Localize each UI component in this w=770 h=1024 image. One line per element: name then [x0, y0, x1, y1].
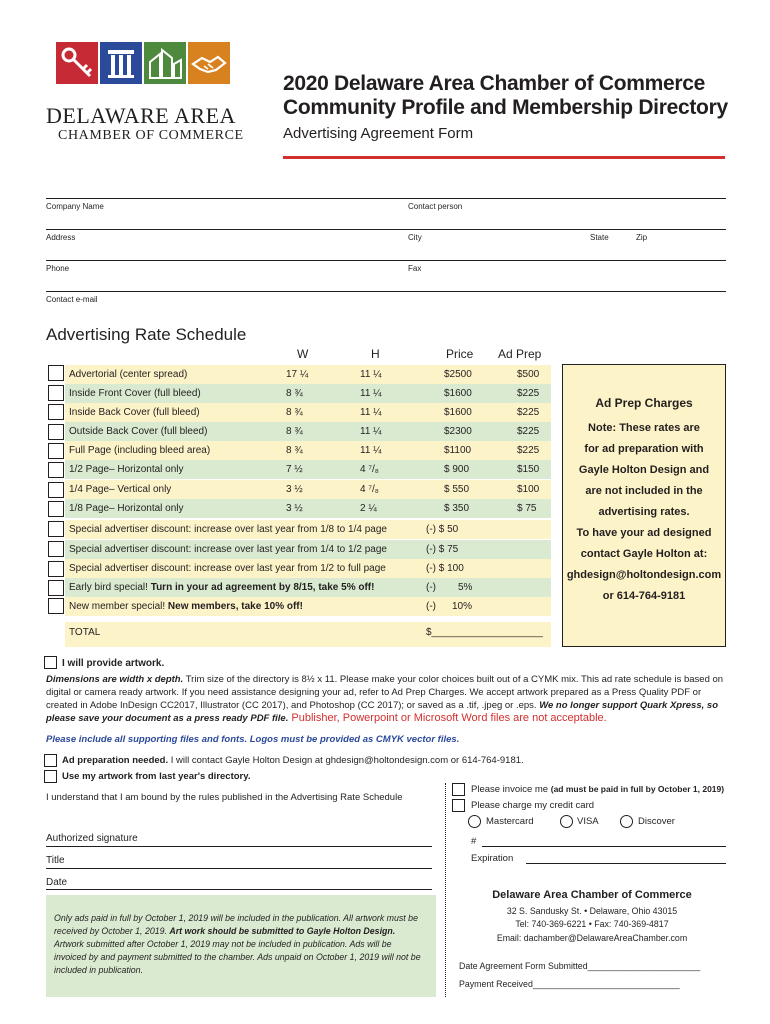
logo-building-tile: [144, 42, 186, 84]
checkbox-outside-back-cover[interactable]: [48, 424, 64, 440]
chamber-email: Email: dachamber@DelawareAreaChamber.com: [496, 933, 688, 943]
logo-name: DELAWARE AREA: [46, 103, 236, 128]
rate-row: Outside Back Cover (full bleed) 8 ¾ 11 ¼ $2300 $225: [65, 422, 551, 441]
prep-line: Gayle Holton Design and: [578, 464, 710, 476]
logo-key-tile: [56, 42, 98, 84]
fax-label: Fax: [408, 264, 422, 273]
prep-line: To have your ad designed: [576, 527, 712, 539]
chamber-phone: Tel: 740-369-6221 • Fax: 740-369-4817: [515, 919, 669, 929]
checkbox-advertorial[interactable]: [48, 365, 64, 381]
title-line[interactable]: [46, 868, 432, 869]
expiration-label: Expiration: [471, 853, 514, 864]
logo-subtitle: CHAMBER OF COMMERCE: [58, 128, 244, 143]
checkbox-eighth-page[interactable]: [48, 501, 64, 517]
rate-schedule-title: Advertising Rate Schedule: [46, 325, 247, 344]
visa-label: VISA: [577, 816, 599, 827]
card-number-label: #: [471, 836, 477, 847]
city-label: City: [408, 233, 422, 242]
ad-prep-charges-box: [562, 364, 726, 647]
discount-row: Special advertiser discount: increase over last year from 1/8 to 1/4 page (-) $ 50: [65, 520, 551, 539]
checkbox-early-bird[interactable]: [48, 580, 64, 596]
authorized-signature-label: Authorized signature: [46, 833, 138, 844]
page-subtitle: Advertising Agreement Form: [283, 125, 474, 142]
chamber-name: Delaware Area Chamber of Commerce: [492, 889, 692, 901]
payment-received: Payment Received______________________________: [459, 979, 680, 989]
checkbox-half-page[interactable]: [48, 462, 64, 478]
radio-discover[interactable]: [620, 815, 633, 828]
company-name-label: Company Name: [46, 202, 104, 211]
artwork-instructions: Dimensions are width x depth. Trim size of the directory is 8½ x 11. Please make your color choices built out of a CYMK mix. This ad rate schedule is based on digital or camera ready artwork. If you need assistance designing your ad, refer to Ad Prep Charges. We accept artwork prepared as a Press Quality PDF or created in Adobe InDesign CC2017, Illustrator (CC 2017), and Photoshop (CC 2017); or saved as a .tif, .jpeg or .eps. We no longer support Quark Xpress, so please save your document as a press ready PDF file. Publisher, Powerpoint or Microsoft Word files are not acceptable.: [46, 674, 724, 724]
company-name-line[interactable]: [46, 198, 726, 199]
ad-prep-needed-text: Ad preparation needed. I will contact Gayle Holton Design at ghdesign@holtondesign.com or 614-764-9181.: [62, 755, 524, 766]
checkbox-inside-front-cover[interactable]: [48, 385, 64, 401]
checkbox-new-member[interactable]: [48, 598, 64, 614]
logo-handshake-tile: [188, 42, 230, 84]
credit-card-label: Please charge my credit card: [471, 800, 595, 811]
discover-label: Discover: [638, 816, 675, 827]
header-divider: [283, 156, 725, 159]
checkbox-discount-eighth-to-quarter[interactable]: [48, 521, 64, 537]
card-number-line[interactable]: [482, 846, 726, 847]
checkbox-quarter-page[interactable]: [48, 482, 64, 498]
checkbox-full-page[interactable]: [48, 443, 64, 459]
checkbox-ad-prep-needed[interactable]: [44, 754, 57, 767]
payment-note: Only ads paid in full by October 1, 2019 will be included in the publication. All artwork must be received by October 1, 2019. Art work should be submitted to Gayle Holton Design. Artwork submitted after October 1, 2019 may not be included in publication. Ads will be invoiced by and payment submitted to the chamber. Ads unpaid on October 1, 2019 will not be included in publication.: [46, 895, 436, 997]
zip-label: Zip: [636, 233, 648, 242]
col-header-w: W: [297, 347, 309, 361]
title-label: Title: [46, 855, 65, 866]
rate-row: Inside Back Cover (full bleed) 8 ¾ 11 ¼ $1600 $225: [65, 403, 551, 422]
discount-row: Special advertiser discount: increase over last year from 1/4 to 1/2 page (-) $ 75: [65, 540, 551, 559]
discount-row: Early bird special! Turn in your ad agreement by 8/15, take 5% off! (-) 5%: [65, 578, 551, 597]
total-value[interactable]: $____________________: [426, 627, 543, 638]
ad-prep-title: Ad Prep Charges: [595, 396, 693, 410]
col-header-price: Price: [446, 347, 474, 361]
date-line[interactable]: [46, 889, 432, 890]
email-line[interactable]: [46, 291, 726, 292]
signature-line[interactable]: [46, 846, 432, 847]
contact-person-label: Contact person: [408, 202, 463, 211]
logo-column-tile: [100, 42, 142, 84]
rate-row: Inside Front Cover (full bleed) 8 ¾ 11 ¼ $1600 $225: [65, 384, 551, 403]
page-title-line2: Community Profile and Membership Directory: [283, 96, 728, 119]
checkbox-credit-card[interactable]: [452, 799, 465, 812]
use-last-year-label: Use my artwork from last year's directory.: [62, 771, 251, 782]
understand-statement: I understand that I am bound by the rules published in the Advertising Rate Schedule: [46, 792, 403, 803]
prep-phone: or 614-764-9181: [602, 590, 686, 602]
discount-row: Special advertiser discount: increase over last year from 1/2 to full page (-) $ 100: [65, 559, 551, 578]
col-header-h: H: [371, 347, 380, 361]
prep-line: advertising rates.: [598, 506, 690, 518]
phone-line[interactable]: [46, 260, 726, 261]
prep-line: are not included in the: [585, 485, 703, 497]
date-label: Date: [46, 877, 68, 888]
rate-row: Full Page (including bleed area) 8 ¾ 11 ¼ $1100 $225: [65, 441, 551, 460]
checkbox-inside-back-cover[interactable]: [48, 404, 64, 420]
col-header-ad-prep: Ad Prep: [498, 347, 542, 361]
checkbox-discount-quarter-to-half[interactable]: [48, 541, 64, 557]
expiration-line[interactable]: [526, 863, 726, 864]
checkbox-invoice-me[interactable]: [452, 783, 465, 796]
dotted-divider: [445, 783, 446, 997]
rate-row: 1/2 Page– Horizontal only 7 ½ 4 ⁷/₈ $ 900 $150: [65, 460, 551, 479]
email-label: Contact e-mail: [46, 295, 98, 304]
include-files-note: Please include all supporting files and fonts. Logos must be provided as CMYK vector files.: [46, 734, 460, 745]
phone-label: Phone: [46, 264, 70, 273]
date-submitted: Date Agreement Form Submitted_______________________: [459, 961, 701, 971]
invoice-me-label: Please invoice me (ad must be paid in full by October 1, 2019): [471, 784, 725, 795]
mastercard-label: Mastercard: [486, 816, 534, 827]
rate-row: Advertorial (center spread) 17 ¼ 11 ¼ $2500 $500: [65, 365, 551, 384]
prep-email-link[interactable]: ghdesign@holtondesign.com: [566, 569, 722, 581]
state-label: State: [590, 233, 609, 242]
checkbox-discount-half-to-full[interactable]: [48, 561, 64, 577]
prep-line: for ad preparation with: [584, 443, 704, 455]
checkbox-use-last-year[interactable]: [44, 770, 57, 783]
prep-line: Note: These rates are: [588, 422, 700, 434]
page-title-line1: 2020 Delaware Area Chamber of Commerce: [283, 72, 706, 95]
rate-row: 1/4 Page– Vertical only 3 ½ 4 ⁷/₈ $ 550 $100: [65, 480, 551, 499]
chamber-address: 32 S. Sandusky St. • Delaware, Ohio 43015: [506, 906, 678, 916]
radio-visa[interactable]: [560, 815, 573, 828]
total-label: TOTAL: [69, 627, 101, 638]
rate-row: 1/8 Page– Horizontal only 3 ½ 2 ¼ $ 350 $ 75: [65, 499, 551, 518]
address-line[interactable]: [46, 229, 726, 230]
provide-artwork-label: I will provide artwork.: [62, 658, 165, 669]
radio-mastercard[interactable]: [468, 815, 481, 828]
total-row: [65, 622, 551, 647]
discount-row: New member special! New members, take 10% off! (-) 10%: [65, 597, 551, 616]
prep-line: contact Gayle Holton at:: [580, 548, 708, 560]
address-label: Address: [46, 233, 76, 242]
checkbox-provide-artwork[interactable]: [44, 656, 57, 669]
